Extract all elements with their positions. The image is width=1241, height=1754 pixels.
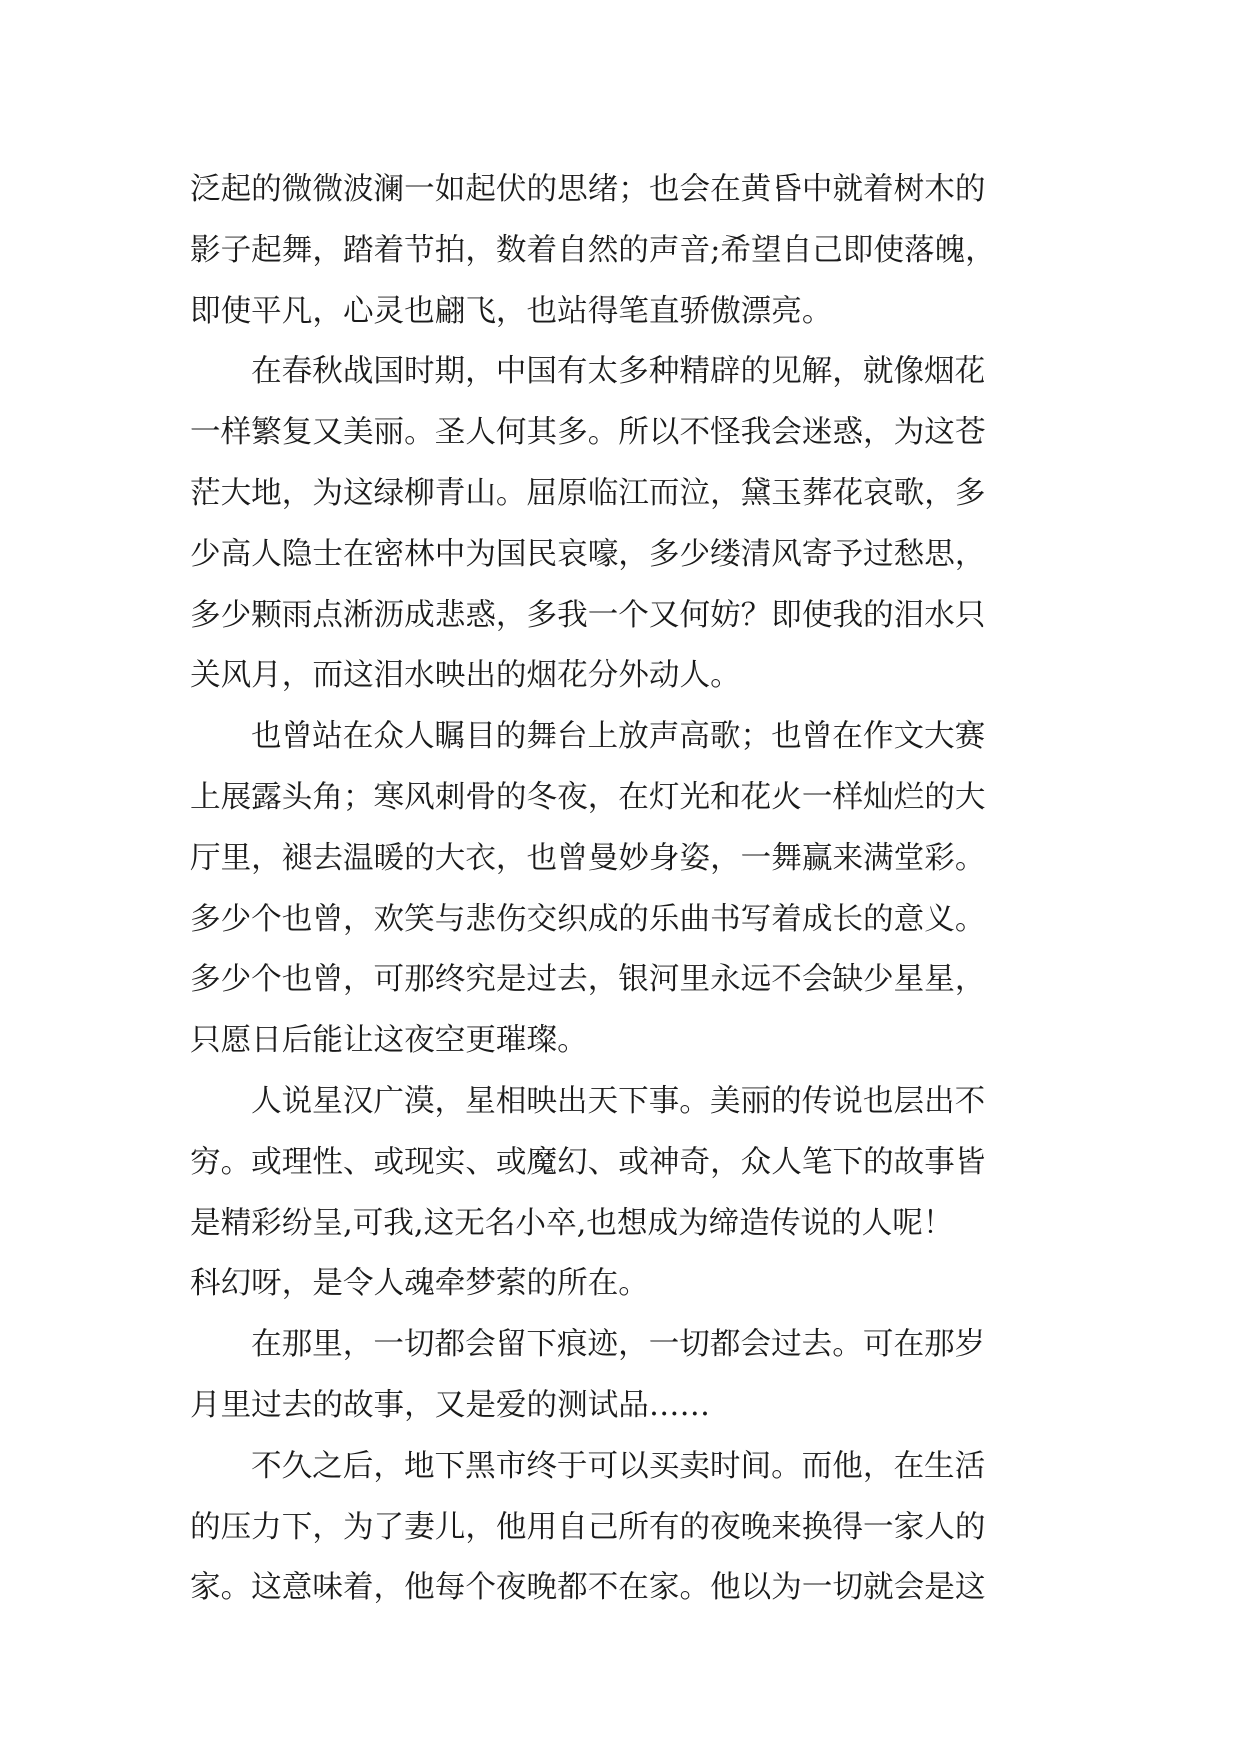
text-line: 少高人隐士在密林中为国民哀嚎，多少缕清风寄予过愁思，: [190, 536, 986, 572]
paragraph-4: [190, 1072, 1050, 1315]
text-line: 厅里，褪去温暖的大衣，也曾曼妙身姿，一舞赢来满堂彩。: [190, 840, 986, 876]
text-line: 影子起舞，踏着节拍，数着自然的声音;希望自己即使落魄，: [190, 232, 996, 268]
text-line: 在春秋战国时期，中国有太多种精辟的见解，就像烟花: [251, 354, 986, 390]
text-line: 在那里，一切都会留下痕迹，一切都会过去。可在那岁: [251, 1327, 986, 1363]
text-line: 的压力下，为了妻儿，他用自己所有的夜晚来换得一家人的: [190, 1509, 986, 1545]
text-line: 科幻呀，是令人魂牵梦萦的所在。: [190, 1266, 649, 1302]
paragraph-2: [190, 342, 1050, 707]
text-line: 泛起的微微波澜一如起伏的思绪；也会在黄昏中就着树木的: [190, 172, 986, 207]
text-line: 不久之后，地下黑市终于可以买卖时间。而他，在生活: [251, 1448, 986, 1484]
text-line: 关风月，而这泪水映出的烟花分外动人。: [190, 658, 741, 694]
paragraph-1: [190, 160, 1050, 342]
text-line: 家。这意味着，他每个夜晚都不在家。他以为一切就会是这: [190, 1570, 986, 1606]
text-line: 上展露头角；寒风刺骨的冬夜，在灯光和花火一样灿烂的大: [190, 779, 986, 815]
text-line: 月里过去的故事，又是爱的测试品……: [190, 1387, 711, 1423]
text-line: 一样繁复又美丽。圣人何其多。所以不怪我会迷惑，为这苍: [190, 415, 986, 451]
paragraph-3: [190, 707, 1050, 1072]
text-line: 茫大地，为这绿柳青山。屈原临江而泣，黛玉葬花哀歌，多: [190, 475, 986, 511]
text-line: 只愿日后能让这夜空更璀璨。: [190, 1023, 588, 1059]
text-line: 也曾站在众人瞩目的舞台上放声高歌；也曾在作文大赛: [251, 719, 986, 755]
text-line: 是精彩纷呈,可我,这无名小卒,也想成为缔造传说的人呢！: [190, 1205, 954, 1241]
text-line: 多少颗雨点淅沥成悲惑，多我一个又何妨？即使我的泪水只: [190, 597, 986, 633]
document-body: [190, 160, 1050, 1619]
text-line: 多少个也曾，可那终究是过去，银河里永远不会缺少星星，: [190, 962, 986, 998]
text-line: 穷。或理性、或现实、或魔幻、或神奇，众人笔下的故事皆: [190, 1144, 986, 1180]
text-line: 即使平凡，心灵也翩飞，也站得笔直骄傲漂亮。: [190, 293, 833, 329]
text-line: 人说星汉广漠，星相映出天下事。美丽的传说也层出不: [251, 1083, 986, 1119]
paragraph-5: [190, 1315, 1050, 1437]
paragraph-6: [190, 1437, 1050, 1619]
text-line: 多少个也曾，欢笑与悲伤交织成的乐曲书写着成长的意义。: [190, 901, 986, 937]
